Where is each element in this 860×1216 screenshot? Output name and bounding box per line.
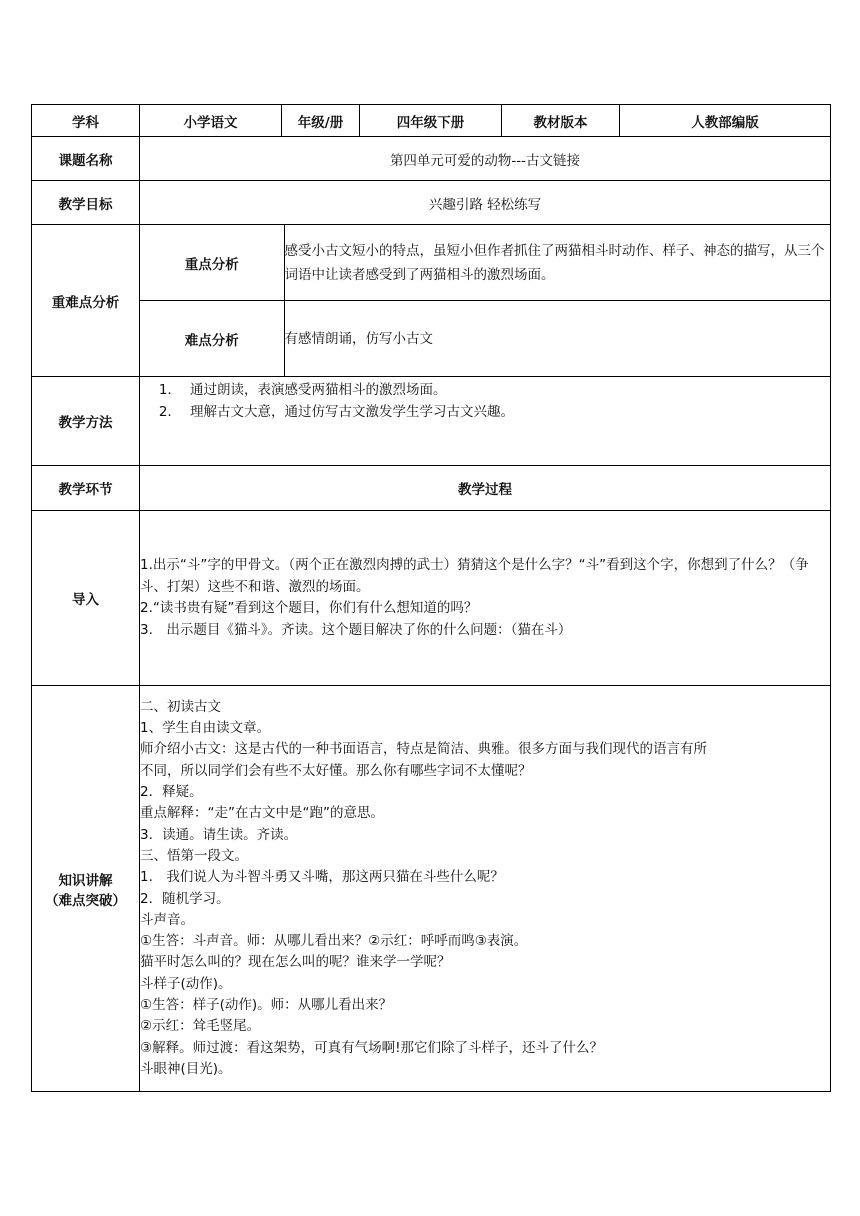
knowledge-line: 1、学生自由读文章。 <box>140 720 271 737</box>
knowledge-label-line-1: 知识讲解 <box>58 872 113 889</box>
intro-row <box>32 511 831 686</box>
knowledge-content <box>140 686 831 1092</box>
knowledge-line: ③解释。师过渡：看这架势，可真有气场啊!那它们除了斗样子，还斗了什么？ <box>140 1039 604 1056</box>
edition-value: 人教部编版 <box>620 105 831 137</box>
subject-value: 小学语文 <box>140 105 282 137</box>
intro-line-1: 1.出示“斗”字的甲骨文。（两个正在激烈肉搏的武士）猜猜这个是什么字？“斗”看到这个字，你想到了什么？（争斗、打架）这些不和谐、激烈的场面。 <box>140 557 809 595</box>
process-step-label: 教学环节 <box>32 466 140 511</box>
knowledge-label <box>32 686 140 1092</box>
grade-label: 年级/册 <box>282 105 360 137</box>
knowledge-line: 不同，所以同学们会有些不太好懂。那么你有哪些字词不太懂呢？ <box>140 762 532 779</box>
difficulty-row <box>32 225 831 377</box>
knowledge-line: 二、初读古文 <box>140 698 221 715</box>
difficulty-subtable <box>140 225 830 376</box>
knowledge-line: 斗声音。 <box>140 911 194 928</box>
difficulty-cell <box>140 225 831 377</box>
knowledge-line: 三、悟第一段文。 <box>140 847 248 864</box>
methods-row <box>32 377 831 466</box>
knowledge-line: 2．释疑。 <box>140 784 203 801</box>
process-title: 教学过程 <box>140 466 831 511</box>
grade-value: 四年级下册 <box>360 105 502 137</box>
header-row <box>32 105 831 137</box>
edition-label: 教材版本 <box>502 105 620 137</box>
intro-label: 导入 <box>32 511 140 686</box>
knowledge-line: ①生答：斗声音。师：从哪儿看出来？②示红：呼呼而鸣③表演。 <box>140 933 528 950</box>
knowledge-line: ①生答：样子(动作)。师：从哪儿看出来？ <box>140 996 393 1013</box>
hard-point-value: 有感情朗诵，仿写小古文 <box>284 301 830 377</box>
difficulty-label: 重难点分析 <box>32 225 140 377</box>
intro-line-2: 2.“读书贵有疑”看到这个题目，你们有什么想知道的吗？ <box>140 600 478 616</box>
knowledge-line: 3．读通。请生读。齐读。 <box>140 826 298 843</box>
goal-value: 兴趣引路 轻松练写 <box>140 181 831 225</box>
key-point-value: 感受小古文短小的特点，虽短小但作者抓住了两猫相斗时动作、样子、神态的描写，从三个词语中让读者感受到了两猫相斗的激烈场面。 <box>284 225 830 301</box>
hard-point-row <box>140 301 830 377</box>
methods-cell <box>140 377 831 466</box>
knowledge-line: ②示红：耸毛竖尾。 <box>140 1018 261 1035</box>
key-point-row <box>140 225 830 301</box>
goal-label: 教学目标 <box>32 181 140 225</box>
knowledge-line: 2．随机学习。 <box>140 890 230 907</box>
knowledge-line: 猫平时怎么叫的？现在怎么叫的呢？谁来学一学呢？ <box>140 954 451 971</box>
knowledge-line: 斗样子(动作)。 <box>140 975 232 992</box>
goal-row <box>32 181 831 225</box>
methods-label: 教学方法 <box>32 377 140 466</box>
knowledge-row <box>32 686 831 1092</box>
key-point-label: 重点分析 <box>140 225 284 301</box>
knowledge-line: 斗眼神(目光)。 <box>140 1060 232 1077</box>
hard-point-label: 难点分析 <box>140 301 284 377</box>
methods-list <box>140 377 830 423</box>
process-header-row <box>32 466 831 511</box>
methods-item-1: 1. 通过朗读，表演感受两猫相斗的激烈场面。 <box>176 379 830 401</box>
topic-row <box>32 137 831 181</box>
intro-content <box>140 511 831 686</box>
knowledge-line: 重点解释：“走”在古文中是“跑”的意思。 <box>140 805 384 822</box>
topic-value: 第四单元可爱的动物---古文链接 <box>140 137 831 181</box>
knowledge-label-line-2: （难点突破） <box>45 892 126 909</box>
subject-label: 学科 <box>32 105 140 137</box>
knowledge-line: 师介绍小古文：这是古代的一种书面语言，特点是简洁、典雅。很多方面与我们现代的语言有所 <box>140 741 707 758</box>
lesson-plan-table <box>31 104 831 1092</box>
topic-label: 课题名称 <box>32 137 140 181</box>
methods-item-2: 2. 理解古文大意，通过仿写古文激发学生学习古文兴趣。 <box>176 401 830 423</box>
knowledge-line: 1. 我们说人为斗智斗勇又斗嘴，那这两只猫在斗些什么呢？ <box>140 869 504 886</box>
intro-line-3: 3. 出示题目《猫斗》。齐读。这个题目解决了你的什么问题：（猫在斗） <box>140 621 572 638</box>
